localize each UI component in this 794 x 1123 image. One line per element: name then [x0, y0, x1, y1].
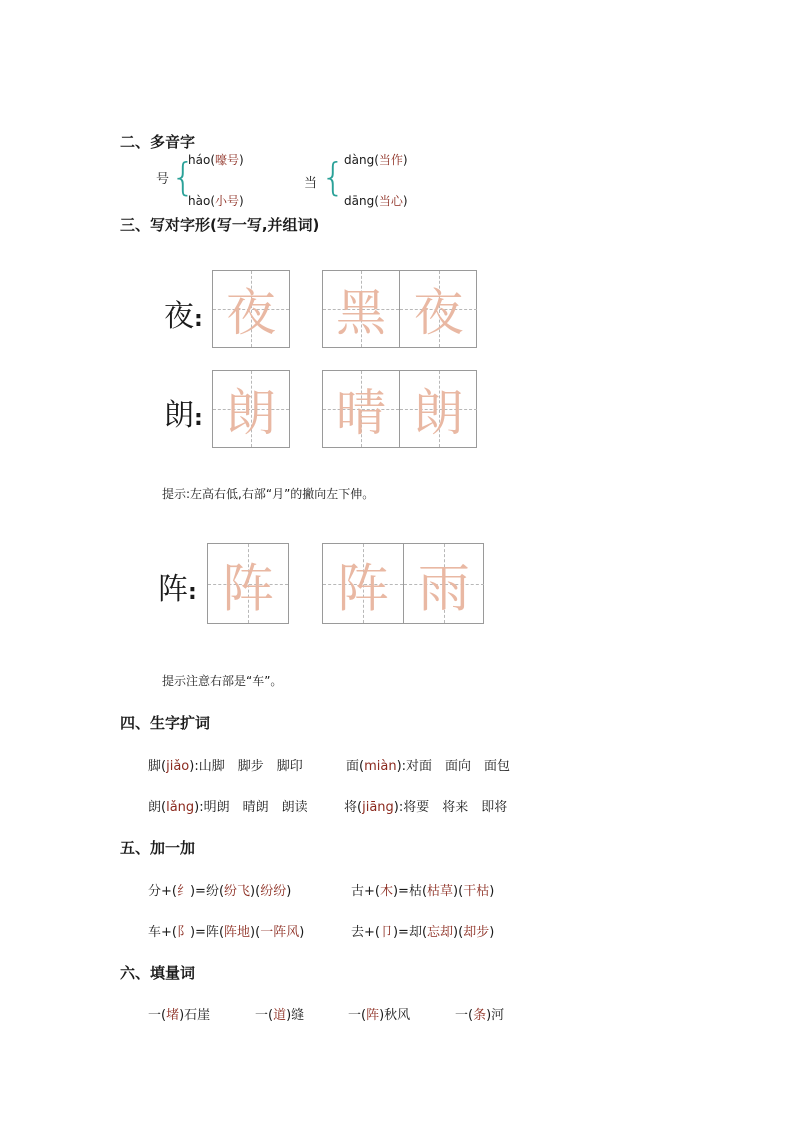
polyphone-char-2: 当 — [304, 176, 318, 191]
grid-char: 雨 — [417, 559, 470, 619]
writing-grid-pair — [322, 543, 484, 624]
polyphone-1-bottom: hào(小号) — [188, 194, 244, 208]
measure-word-item: 一(阵)秋风 — [348, 1008, 411, 1023]
section-5-heading: 五、加一加 — [120, 839, 196, 857]
writing-grid-pair — [322, 270, 477, 348]
polyphone-2-bottom: dāng(当心) — [344, 194, 408, 208]
add-item: 去+(卩)=却(忘却)(却步) — [351, 925, 495, 940]
section-6-heading: 六、填量词 — [120, 964, 196, 982]
grid-char: 晴 — [336, 384, 386, 442]
grid-char: 夜 — [226, 284, 276, 342]
practice-label-zhen: 阵: — [158, 572, 197, 607]
left-brace-icon: { — [321, 155, 346, 199]
writing-grid-single — [212, 270, 290, 348]
writing-grid-single — [212, 370, 290, 448]
add-item: 古+(木)=枯(枯草)(干枯) — [351, 884, 495, 899]
practice-label-lang: 朗: — [164, 398, 203, 433]
measure-word-item: 一(道)缝 — [255, 1008, 305, 1023]
grid-char: 阵 — [336, 559, 389, 619]
add-item: 车+(阝)=阵(阵地)(一阵风) — [148, 925, 305, 940]
polyphone-char-1: 号 — [156, 172, 170, 187]
polyphone-2-top: dàng(当作) — [344, 153, 408, 167]
section-3-heading: 三、写对字形(写一写,并组词) — [120, 216, 320, 234]
polyphone-1-top: háo(嚎号) — [188, 153, 244, 167]
hint-2: 提示注意右部是“车”。 — [162, 674, 283, 688]
measure-word-item: 一(堵)石崖 — [148, 1008, 211, 1023]
hint-1: 提示:左高右低,右部“月”的撇向左下伸。 — [162, 487, 375, 501]
practice-label-ye: 夜: — [164, 299, 203, 334]
word-expand-item: 面(miàn):对面 面向 面包 — [346, 759, 511, 774]
grid-char: 朗 — [226, 384, 276, 442]
grid-char: 夜 — [413, 284, 464, 342]
section-2-heading: 二、多音字 — [120, 133, 196, 151]
word-expand-item: 朗(lǎng):明朗 晴朗 朗读 — [148, 800, 308, 815]
section-4-heading: 四、生字扩词 — [120, 714, 211, 732]
word-expand-item: 脚(jiǎo):山脚 脚步 脚印 — [148, 759, 303, 774]
grid-char: 阵 — [221, 559, 274, 619]
word-expand-item: 将(jiāng):将要 将来 即将 — [344, 800, 508, 815]
measure-word-item: 一(条)河 — [455, 1008, 505, 1023]
grid-char: 黑 — [336, 284, 386, 342]
writing-grid-pair — [322, 370, 477, 448]
left-brace-icon: { — [171, 155, 196, 199]
grid-char: 朗 — [413, 384, 464, 442]
writing-grid-single — [207, 543, 289, 624]
add-item: 分+(纟)=纷(纷飞)(纷纷) — [148, 884, 292, 899]
